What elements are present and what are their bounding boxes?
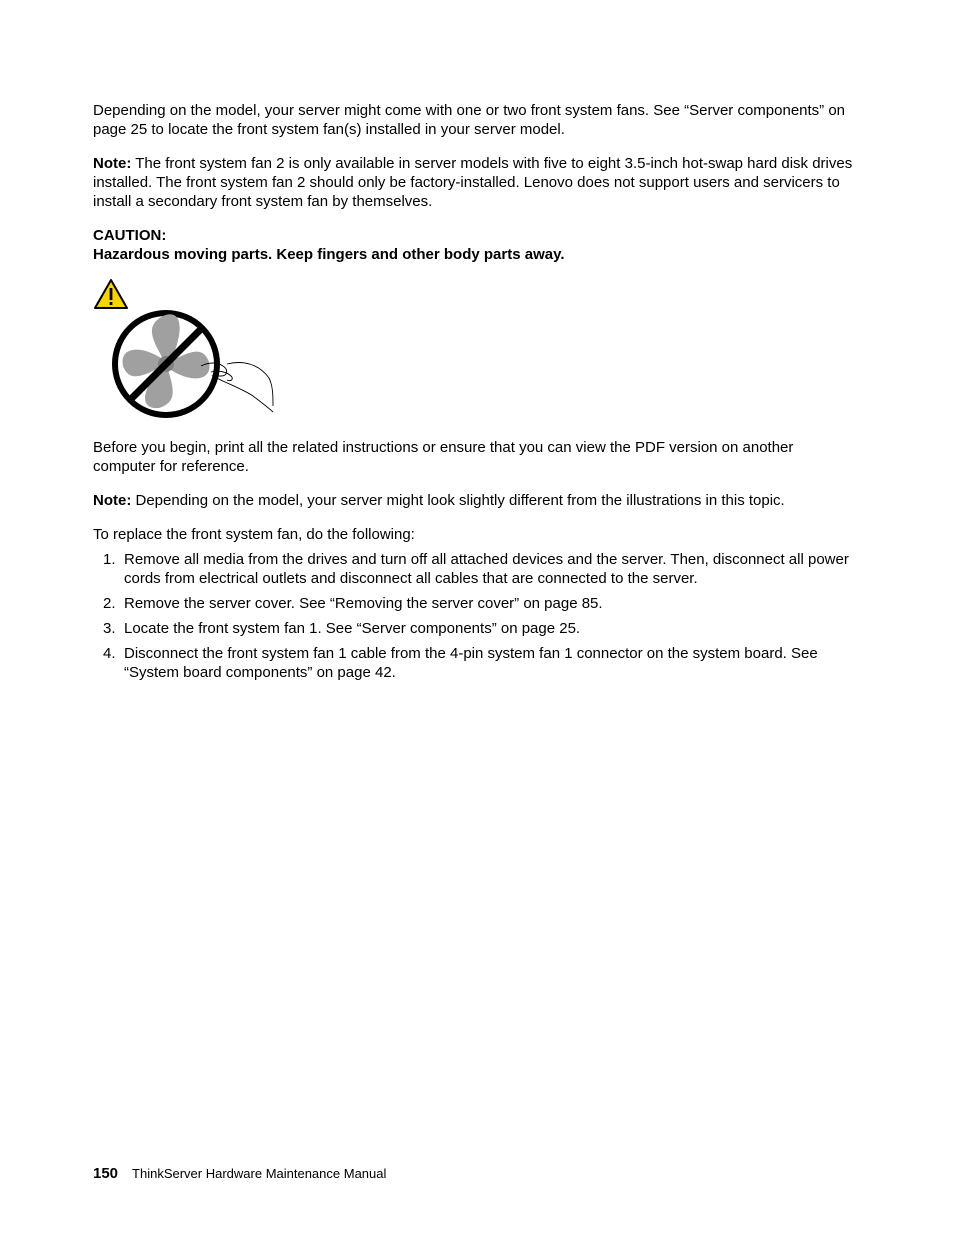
note-paragraph-illustrations <box>93 491 853 510</box>
hazard-illustration <box>93 278 283 418</box>
document-page <box>93 101 853 688</box>
step-number: 1. <box>103 551 116 568</box>
no-fingers-fan-icon <box>115 313 273 415</box>
note-paragraph-fan2 <box>93 154 853 211</box>
step-text: Remove all media from the drives and turn off all attached devices and the server. Then, disconnect all power cords from electrical outlets and disconnect all cables that are connected to the server. <box>124 551 849 587</box>
note-label: Note: <box>93 155 132 172</box>
step-number: 2. <box>103 595 116 612</box>
hazard-illustration-svg <box>93 278 283 418</box>
step-item <box>93 550 853 588</box>
step-number: 4. <box>103 645 116 662</box>
step-item <box>93 644 853 682</box>
caution-title: CAUTION: <box>93 227 167 244</box>
intro-paragraph: Depending on the model, your server might come with one or two front system fans. See “Server components” on page 25 to locate the front system fan(s) installed in your server model. <box>93 102 846 138</box>
note-label: Note: <box>93 492 132 509</box>
step-text: Locate the front system fan 1. See “Server components” on page 25. <box>124 620 581 637</box>
manual-title: ThinkServer Hardware Maintenance Manual <box>132 1166 387 1181</box>
steps-intro: To replace the front system fan, do the following: <box>93 526 415 543</box>
page-number: 150 <box>93 1165 119 1182</box>
step-text: Disconnect the front system fan 1 cable from the 4-pin system fan 1 connector on the system board. See “System board components” on page 42. <box>124 645 818 681</box>
step-number: 3. <box>103 620 116 637</box>
step-text: Remove the server cover. See “Removing the server cover” on page 85. <box>124 595 603 612</box>
step-item <box>93 619 853 638</box>
note-text: Depending on the model, your server might look slightly different from the illustrations in this topic. <box>131 492 785 509</box>
note-text: The front system fan 2 is only available in server models with five to eight 3.5-inch hot-swap hard disk drives installed. The front system fan 2 should only be factory-installed. Lenovo does not support users and servicers to install a secondary front system fan by themselves. <box>93 155 853 210</box>
steps-list <box>93 550 853 682</box>
warning-triangle-icon <box>95 280 127 308</box>
caution-block <box>93 226 853 264</box>
before-begin-paragraph: Before you begin, print all the related instructions or ensure that you can view the PDF version on another computer for reference. <box>93 439 794 475</box>
page-footer <box>93 1164 386 1184</box>
caution-text: Hazardous moving parts. Keep fingers and other body parts away. <box>93 246 565 263</box>
step-item <box>93 594 853 613</box>
